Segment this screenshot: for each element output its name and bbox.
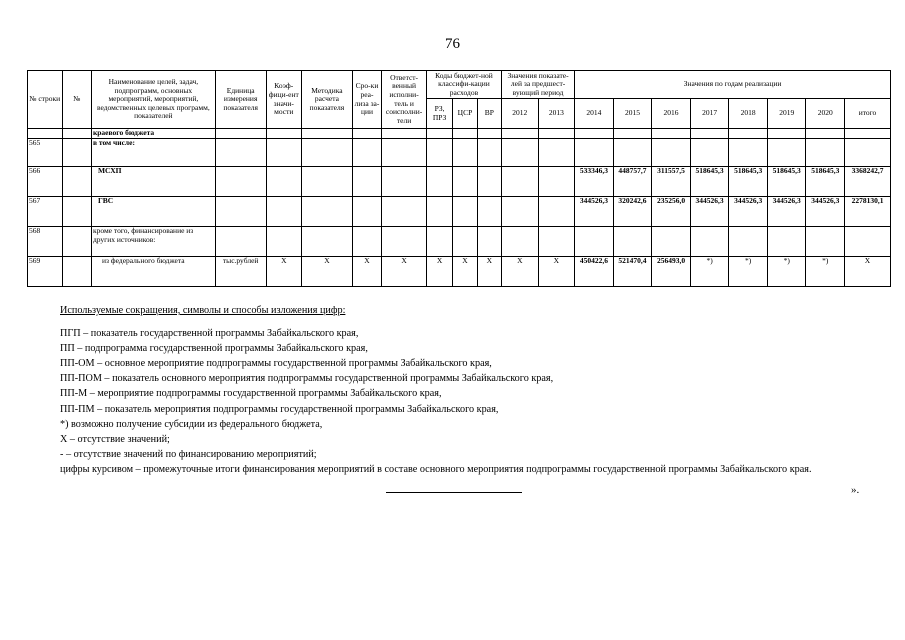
- vr-cell: Х: [477, 257, 501, 287]
- table-row: [28, 257, 891, 287]
- value-2014: 533346,3: [575, 167, 614, 197]
- header-years: Значения по годам реализации: [575, 71, 891, 99]
- row-name: из федерального бюджета: [91, 257, 215, 287]
- header-total: итого: [845, 99, 891, 129]
- header-row-number: № строки: [28, 71, 63, 129]
- header-unit: Единица измерения показателя: [215, 71, 266, 129]
- prev-2013-cell: Х: [538, 257, 575, 287]
- header-year-2018: 2018: [729, 99, 768, 129]
- value-2014: 450422,6: [575, 257, 614, 287]
- note-line: ПП-ПОМ – показатель основного мероприятия подпрограммы государственной программы Забайкальского края,: [60, 373, 554, 385]
- value-2019: *): [767, 257, 806, 287]
- note-line: *) возможно получение субсидии из федерального бюджета,: [60, 418, 323, 430]
- note-line: ПГП – показатель государственной программы Забайкальского края,: [60, 328, 359, 340]
- table-row: [28, 139, 891, 167]
- value-2018: 518645,3: [729, 167, 768, 197]
- table-row: [28, 129, 891, 139]
- value-2016: 256493,0: [652, 257, 691, 287]
- row-number: 565: [28, 139, 63, 167]
- row-name: краевого бюджета: [91, 129, 215, 139]
- csr-cell: Х: [453, 257, 477, 287]
- coefficient-cell: Х: [266, 257, 302, 287]
- table-row: [28, 227, 891, 257]
- value-total: 2278130,1: [845, 197, 891, 227]
- closing-quote-mark: ».: [851, 484, 860, 496]
- header-year-2016: 2016: [652, 99, 691, 129]
- header-method: Методика расчета показателя: [302, 71, 353, 129]
- value-2015: 320242,6: [613, 197, 652, 227]
- responsible-cell: Х: [382, 257, 427, 287]
- value-2019: 344526,3: [767, 197, 806, 227]
- header-csr: ЦСР: [453, 99, 477, 129]
- value-2020: 344526,3: [806, 197, 845, 227]
- value-2017: *): [690, 257, 729, 287]
- header-terms: Сро-ки реа-лиза за-ции: [352, 71, 381, 129]
- method-cell: Х: [302, 257, 353, 287]
- value-2017: 518645,3: [690, 167, 729, 197]
- value-2015: 521470,4: [613, 257, 652, 287]
- header-previous-period: Значения показате-лей за предшест-вующий период: [502, 71, 575, 99]
- row-name: кроме того, финансирование из других источников:: [91, 227, 215, 257]
- note-line: ПП-ПМ – показатель мероприятия подпрограммы государственной программы Забайкальского края,: [60, 403, 499, 415]
- value-2015: 448757,7: [613, 167, 652, 197]
- note-line: ПП-М – мероприятие подпрограммы государственной программы Забайкальского края,: [60, 388, 442, 400]
- note-line: Х – отсутствие значений;: [60, 433, 170, 445]
- row-number: 566: [28, 167, 63, 197]
- value-2018: 344526,3: [729, 197, 768, 227]
- separator-line: [386, 492, 522, 493]
- note-line: цифры курсивом – промежуточные итоги финансирования мероприятий в составе основного мероприятия подпрограммы государственной программы Забайкальского края.: [60, 463, 812, 475]
- header-year-2020: 2020: [806, 99, 845, 129]
- value-2016: 311557,5: [652, 167, 691, 197]
- notes-title: Используемые сокращения, символы и способы изложения цифр:: [60, 305, 346, 316]
- note-line: ПП-ОМ – основное мероприятие подпрограммы государственной программы Забайкальского края,: [60, 358, 492, 370]
- value-total: 3368242,7: [845, 167, 891, 197]
- value-2020: 518645,3: [806, 167, 845, 197]
- header-year-2014: 2014: [575, 99, 614, 129]
- row-name: МСХП: [91, 167, 215, 197]
- table-row: [28, 167, 891, 197]
- abbreviations-notes: [60, 303, 880, 477]
- header-budget-codes: Коды бюджет-ной классифи-кации расходов: [426, 71, 501, 99]
- row-number: 569: [28, 257, 63, 287]
- header-year-2019: 2019: [767, 99, 806, 129]
- row-number: 567: [28, 197, 63, 227]
- rz-cell: Х: [426, 257, 452, 287]
- value-2019: 518645,3: [767, 167, 806, 197]
- table-row: [28, 197, 891, 227]
- header-name: Наименование целей, задач, подпрограмм, основных мероприятий, мероприятий, ведомственных целевых программ, показателей: [91, 71, 215, 129]
- header-vr: ВР: [477, 99, 501, 129]
- value-2014: 344526,3: [575, 197, 614, 227]
- header-year-2013: 2013: [538, 99, 575, 129]
- indicators-table: [27, 70, 891, 287]
- row-number: 568: [28, 227, 63, 257]
- row-name: ГВС: [91, 197, 215, 227]
- terms-cell: Х: [352, 257, 381, 287]
- note-line: ПП – подпрограмма государственной программы Забайкальского края,: [60, 343, 368, 355]
- prev-2012-cell: Х: [502, 257, 539, 287]
- value-2016: 235256,0: [652, 197, 691, 227]
- note-line: - – отсутствие значений по финансированию мероприятий;: [60, 448, 317, 460]
- value-2018: *): [729, 257, 768, 287]
- value-total: Х: [845, 257, 891, 287]
- header-year-2017: 2017: [690, 99, 729, 129]
- value-2020: *): [806, 257, 845, 287]
- row-name: в том числе:: [91, 139, 215, 167]
- header-year-2015: 2015: [613, 99, 652, 129]
- unit-cell: тыс.рублей: [215, 257, 266, 287]
- header-year-2012: 2012: [502, 99, 539, 129]
- header-responsible: Ответст-венный исполни-тель и соисполни-тели: [382, 71, 427, 129]
- value-2017: 344526,3: [690, 197, 729, 227]
- header-rz-prz: РЗ, ПРЗ: [426, 99, 452, 129]
- page-number: 76: [445, 36, 460, 52]
- header-coefficient: Коэф-фици-ент значи-мости: [266, 71, 302, 129]
- header-number: №: [62, 71, 91, 129]
